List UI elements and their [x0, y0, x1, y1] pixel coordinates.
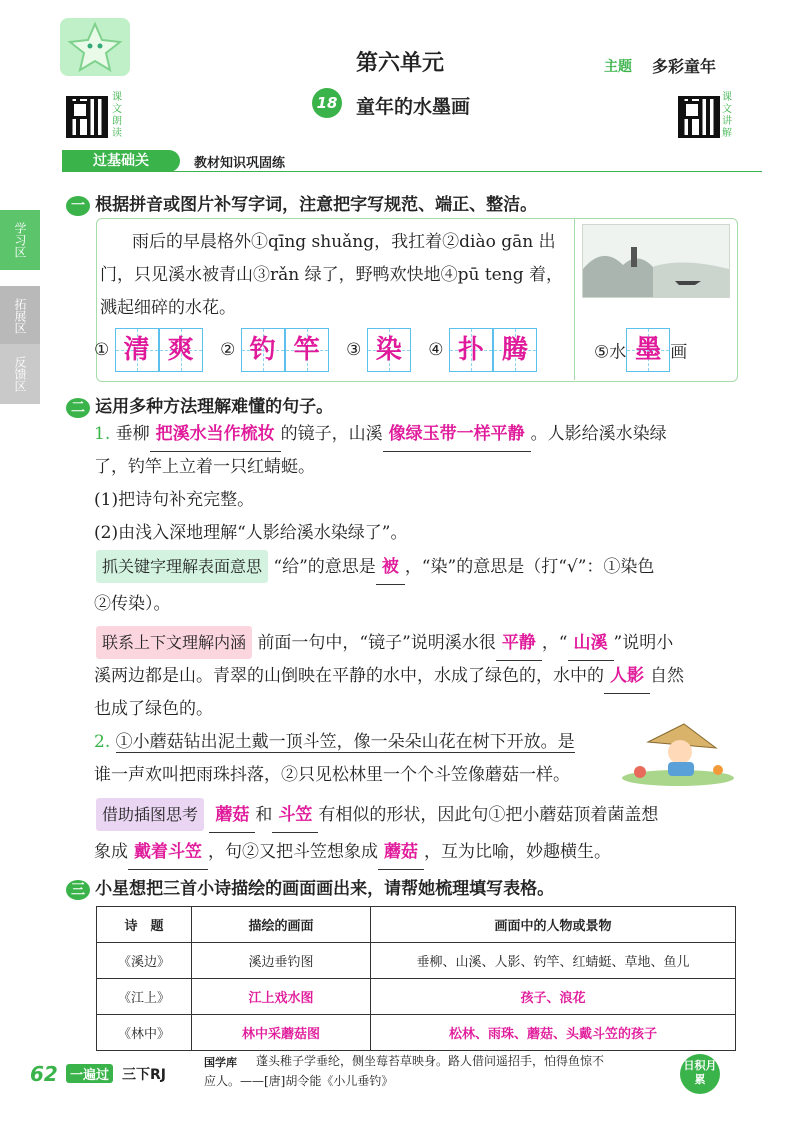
tip1-tag: 抓关键字理解表面意思: [96, 550, 268, 583]
q1-answer1[interactable]: 把溪水当作梳妆: [150, 418, 281, 452]
q1-line1: 1. 垂柳 把溪水当作梳妆 的镜子，山溪 像绿玉带一样平静 。人影给溪水染绿: [94, 418, 744, 452]
q2-line1: 2. ①小蘑菇钻出泥土戴一顶斗笠，像一朵朵山花在树下开放。是: [94, 732, 575, 752]
basics-banner: [62, 150, 762, 172]
tip3-line2: 象成 戴着斗笠 ，句②又把斗笠想象成 蘑菇 ，互为比喻，妙趣横生。: [94, 836, 611, 870]
footer-bar: [0, 1050, 800, 1110]
banner-tag: 过基础关: [62, 150, 180, 172]
side-tab-study[interactable]: 学习区: [0, 210, 40, 270]
section1-line1: 雨后的早晨格外①qīng shuǎng，我扛着②diào gān 出: [132, 232, 556, 252]
q1-sub2: (2)由浅入深地理解“人影给溪水染绿了”。: [94, 523, 408, 543]
q2-line2: 谁一声欢叫把雨珠抖落，②只见松林里一个个斗笠像蘑菇一样。: [94, 765, 570, 785]
table-answer-cell[interactable]: 林中采蘑菇图: [192, 1015, 371, 1051]
tip3-tag: 借助插图思考: [96, 798, 204, 831]
poem-line1: 蓬头稚子学垂纶，侧坐莓苔草映身。路人借问遥招手，怕得鱼惊不: [256, 1054, 605, 1068]
tip3-line1: 借助插图思考 蘑菇 和 斗笠 有相似的形状，因此句①把小蘑菇顶着菌盖想: [96, 798, 746, 833]
answer-5[interactable]: 墨: [626, 328, 670, 372]
tip2-tag: 联系上下文理解内涵: [96, 626, 252, 659]
answer-row: [94, 328, 574, 372]
theme-label: 主题: [604, 59, 632, 75]
grade-label: 三下RJ: [122, 1067, 166, 1083]
answer-1a[interactable]: 清: [115, 328, 159, 372]
ink-landscape-icon: [583, 225, 729, 297]
table-cell: 溪边垂钓图: [192, 943, 371, 979]
tip2-line3: 也成了绿色的。: [94, 699, 213, 719]
label-5: ⑤水: [594, 342, 627, 363]
table-answer-cell[interactable]: 江上戏水图: [192, 979, 371, 1015]
tip1-answer1[interactable]: 被: [376, 551, 405, 585]
tip2-answer2[interactable]: 山溪: [568, 627, 614, 661]
table-row: [97, 979, 736, 1015]
tip3-answer3[interactable]: 戴着斗笠: [128, 836, 208, 870]
answer-4a[interactable]: 扑: [449, 328, 493, 372]
footer-label: 国学库: [204, 1056, 237, 1069]
mushroom-illustration: [618, 716, 736, 786]
answer-2a[interactable]: 钓: [241, 328, 285, 372]
table-header-row: [97, 907, 736, 943]
child-with-hat-icon: [618, 716, 736, 786]
tip1-line2: ②传染）。: [94, 594, 171, 614]
side-tab-feedback[interactable]: 反馈区: [0, 344, 40, 404]
qr-code-right[interactable]: [678, 96, 720, 138]
section3-number: 三: [66, 880, 90, 900]
tip2-line1: 联系上下文理解内涵 前面一句中，“镜子”说明溪水很 平静 ，“ 山溪 ”说明小: [96, 626, 746, 661]
section1-heading: [66, 190, 537, 216]
tip3-answer4[interactable]: 蘑菇: [378, 836, 424, 870]
table-answer-cell[interactable]: 孩子、浪花: [371, 979, 736, 1015]
label-2: ②: [220, 340, 236, 360]
answer-row-5: [594, 328, 687, 372]
tip3-answer1[interactable]: 蘑菇: [209, 799, 255, 833]
table-row: [97, 1015, 736, 1051]
qr-right-label: 课文讲解: [722, 92, 732, 139]
table-header: 描绘的画面: [192, 907, 371, 943]
section1-line2: 门，只见溪水被青山③rǎn 绿了，野鸭欢快地④pū teng 着，: [100, 265, 563, 285]
label-4: ④: [428, 340, 444, 360]
section1-line3: 溅起细碎的水花。: [100, 298, 236, 318]
qr-left-label: 课文朗读: [112, 92, 122, 139]
section1-box-divider: [574, 218, 575, 380]
tip2-answer3[interactable]: 人影: [604, 660, 650, 694]
section2-title: 运用多种方法理解难懂的句子。: [95, 397, 334, 417]
table-header: 诗 题: [97, 907, 192, 943]
unit-title: 第六单元: [355, 51, 444, 76]
lesson-title: 童年的水墨画: [356, 96, 471, 118]
tip3-answer2[interactable]: 斗笠: [272, 799, 318, 833]
section3-title: 小星想把三首小诗描绘的画面画出来，请帮她梳理填写表格。: [95, 879, 555, 899]
table-cell: 《溪边》: [97, 943, 192, 979]
answer-4b[interactable]: 腾: [493, 328, 537, 372]
section2-number: 二: [66, 398, 90, 418]
tip1-line1: 抓关键字理解表面意思 “给”的意思是 被 ，“染”的意思是（打“√”：①染色: [96, 550, 746, 585]
q1-line2: 了，钓竿上立着一只红蜻蜓。: [94, 457, 315, 477]
answer-2b[interactable]: 竿: [285, 328, 329, 372]
answer-1b[interactable]: 爽: [159, 328, 203, 372]
qr-code-left[interactable]: [66, 96, 108, 138]
section1-title: 根据拼音或图片补写字词，注意把字写规范、端正、整洁。: [95, 195, 538, 215]
daily-badge: 日积月累: [680, 1054, 720, 1094]
table-cell: 《林中》: [97, 1015, 192, 1051]
table-answer-cell[interactable]: 松林、雨珠、蘑菇、头戴斗笠的孩子: [371, 1015, 736, 1051]
table-header: 画面中的人物或景物: [371, 907, 736, 943]
table-cell: 垂柳、山溪、人影、钓竿、红蜻蜓、草地、鱼儿: [371, 943, 736, 979]
side-tab-extend[interactable]: 拓展区: [0, 286, 40, 346]
answer-3[interactable]: 染: [367, 328, 411, 372]
q1-answer2[interactable]: 像绿玉带一样平静: [383, 418, 531, 452]
section2-heading: [66, 392, 333, 418]
q1-sub1: (1)把诗句补充完整。: [94, 490, 255, 510]
brand-label: 一遍过: [66, 1064, 113, 1083]
table-cell: 《江上》: [97, 979, 192, 1015]
poem-line2: 应人。——[唐]胡令能《小儿垂钓》: [204, 1074, 394, 1088]
suffix-5: 画: [670, 342, 688, 363]
tip2-answer1[interactable]: 平静: [496, 627, 542, 661]
poem-table: [96, 906, 736, 1051]
table-row: [97, 943, 736, 979]
ink-painting-image: [582, 224, 730, 298]
theme-value: 多彩童年: [652, 57, 717, 76]
label-3: ③: [346, 340, 362, 360]
page-number: 62: [30, 1062, 58, 1086]
section3-heading: [66, 874, 554, 900]
banner-subtitle: 教材知识巩固练: [194, 156, 286, 171]
section1-number: 一: [66, 196, 90, 216]
banner-line: [62, 171, 762, 172]
lesson-number-badge: 18: [312, 88, 342, 118]
label-1: ①: [94, 340, 110, 360]
tip2-line2: 溪两边都是山。青翠的山倒映在平静的水中，水成了绿色的，水中的 人影 自然: [94, 660, 684, 694]
